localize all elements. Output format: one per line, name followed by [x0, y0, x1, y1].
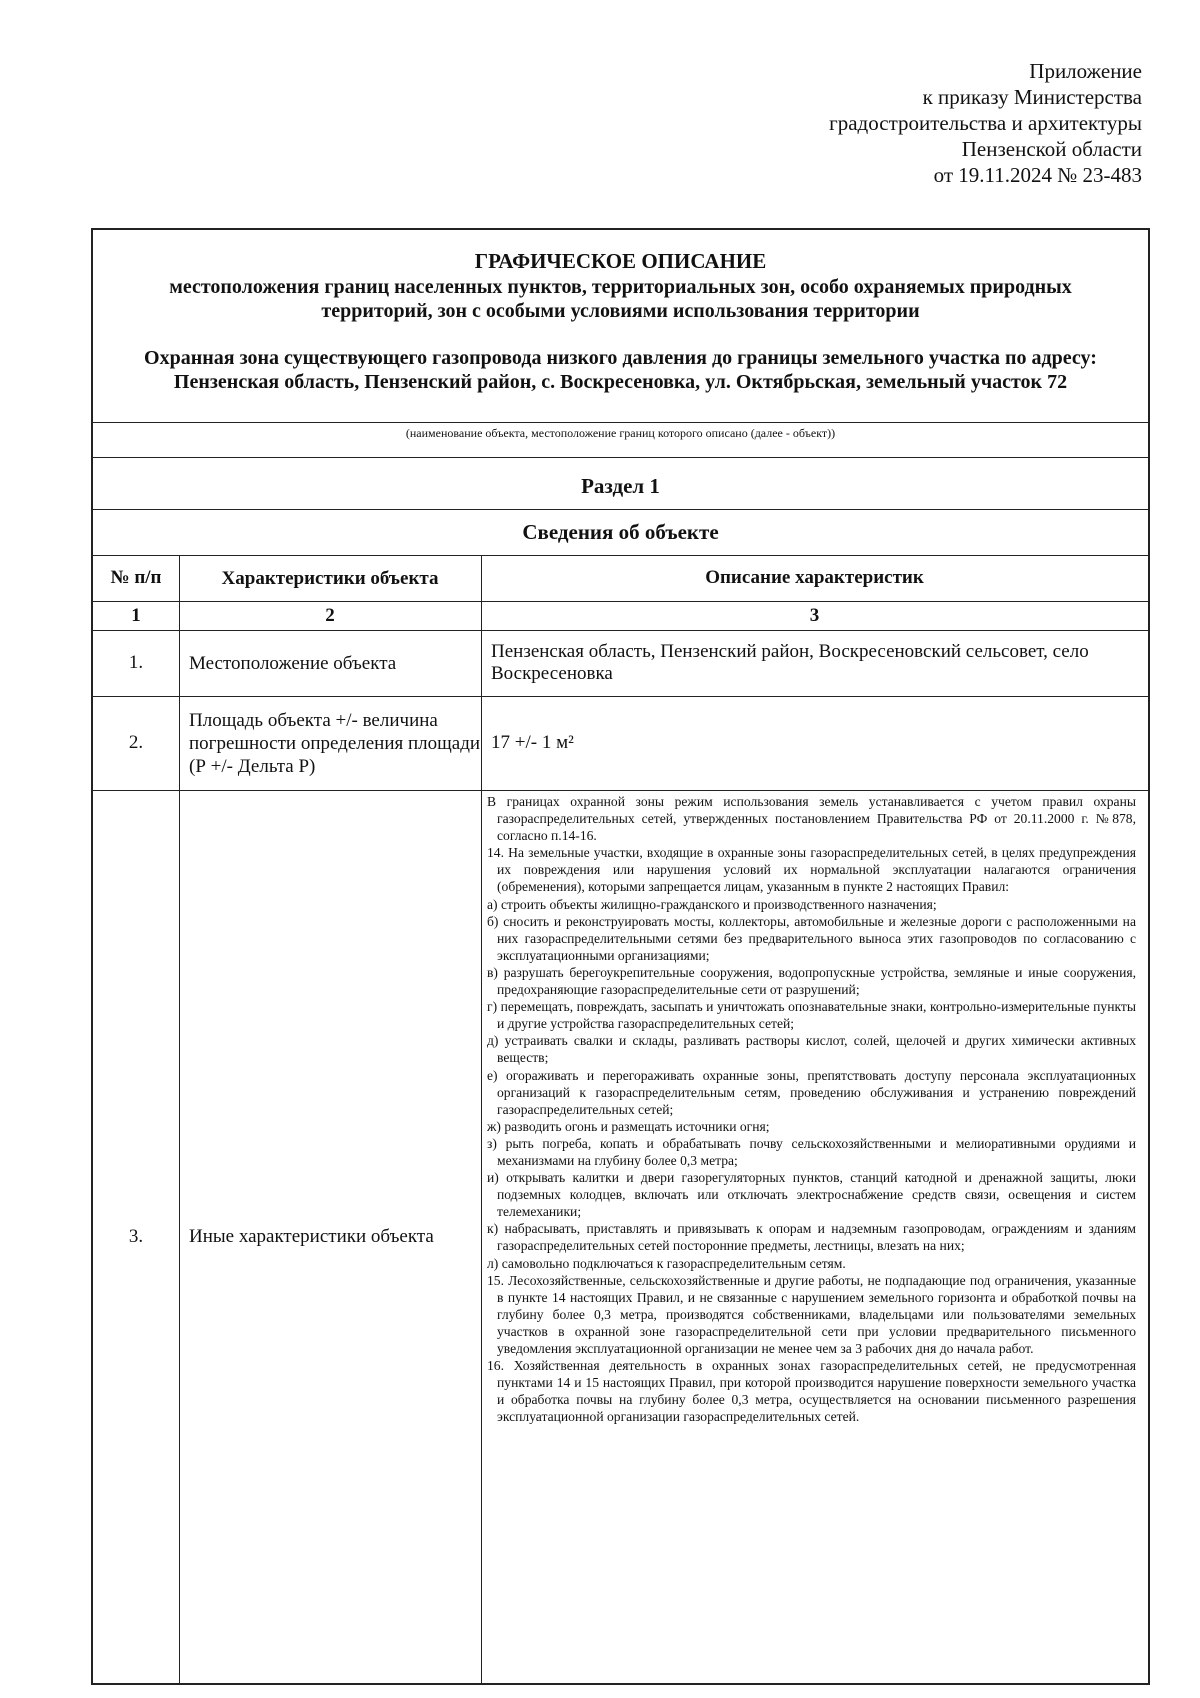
- document-subtitle: местоположения границ населенных пунктов, территориальных зон, особо охраняемых природных территорий, зон с особыми условиями использования территории: [169, 276, 1072, 322]
- divider: [93, 457, 1148, 458]
- rules-text: [481, 793, 1148, 1425]
- row-name-area: Площадь объекта +/- величина погрешности определения площади (Р +/- Дельта Р): [189, 709, 481, 777]
- rules-paragraph: е) огораживать и перегораживать охранные зоны, препятствовать доступу персонала эксплуатационных организаций к газораспределительным сетям, проведению обслуживания и устранению повреждений газораспределительных сетей;: [487, 1067, 1136, 1117]
- col-number: 2: [325, 605, 335, 626]
- header-description: Описание характеристик: [705, 567, 924, 588]
- object-caption: (наименование объекта, местоположение границ которого описано (далее - объект)): [405, 426, 836, 440]
- appendix-line: Пензенской области: [961, 137, 1142, 161]
- row-number: 2.: [128, 732, 144, 753]
- section-subtitle: Сведения об объекте: [522, 520, 719, 544]
- rules-paragraph: к) набрасывать, приставлять и привязывать к опорам и надземным газопроводам, ограждениям и зданиям газораспределительных сетей посторонние предметы, лестницы, влезать на них;: [487, 1221, 1136, 1254]
- rules-paragraph: в) разрушать берегоукрепительные сооружения, водопропускные устройства, земляные и иные сооружения, предохраняющие газораспределительные сети от разрушений;: [487, 964, 1136, 998]
- rules-paragraph: а) строить объекты жилищно-гражданского и производственного назначения;: [487, 896, 937, 912]
- row-number: 1.: [128, 652, 144, 673]
- rules-paragraph: 16. Хозяйственная деятельность в охранных зонах газораспределительных сетей, не предусмотренная пунктами 14 и 15 настоящих Правил, при которой производится нарушение поверхности земельного участка и обработка почвы на глубину более 0,3 метра, осуществляется на основании письменного разрешения эксплуатационной организации газораспределительных сетей.: [487, 1358, 1136, 1425]
- rules-paragraph: з) рыть погреба, копать и обрабатывать почву сельскохозяйственными и мелиоративными орудиями и механизмами на глубину более 0,3 метра;: [487, 1135, 1136, 1168]
- header-characteristic: Характеристики объекта: [221, 567, 439, 589]
- rules-paragraph: 14. На земельные участки, входящие в охранные зоны газораспределительных сетей, в целях предупреждения их повреждения или нарушения условий их нормальной эксплуатации налагаются ограничения (обременения), которыми запрещается лицам, указанным в пункте 2 настоящих Правил:: [487, 845, 1136, 895]
- rules-paragraph: л) самовольно подключаться к газораспределительным сетям.: [487, 1255, 846, 1271]
- header-num: № п/п: [110, 567, 162, 588]
- rules-paragraph: ж) разводить огонь и размещать источники огня;: [487, 1118, 770, 1134]
- appendix-line: Приложение: [1029, 59, 1142, 83]
- object-name: Охранная зона существующего газопровода низкого давления до границы земельного участка по адресу: Пензенская область, Пензенский район, с. Воскресеновка, ул. Октябрьская, земельный участок 72: [144, 347, 1097, 393]
- row-value-location: Пензенская область, Пензенский район, Воскресеновский сельсовет, село Воскресеновка: [491, 641, 1089, 684]
- row-value-area: 17 +/- 1 м²: [491, 732, 574, 753]
- col-number: 1: [131, 604, 141, 626]
- rules-paragraph: В границах охранной зоны режим использования земель устанавливается с учетом правил охраны газораспределительных сетей, утвержденных постановлением Правительства РФ от 20.11.2000 г. №878, согласно п.14-16.: [487, 794, 1136, 844]
- document-title: ГРАФИЧЕСКОЕ ОПИСАНИЕ: [474, 249, 767, 273]
- appendix-line: к приказу Министерства: [922, 85, 1142, 109]
- appendix-date-number: от 19.11.2024 № 23-483: [933, 163, 1142, 187]
- rules-paragraph: и) открывать калитки и двери газорегуляторных пунктов, станций катодной и дренажной защиты, люки подземных колодцев, включать или отключать электроснабжение средств связи, освещения и систем телемеханики;: [487, 1170, 1136, 1220]
- row-number: 3.: [128, 1225, 144, 1247]
- description-table: [91, 228, 1150, 1685]
- rules-paragraph: г) перемещать, повреждать, засыпать и уничтожать опознавательные знаки, контрольно-измерительные пункты и другие устройства газораспределительных сетей;: [487, 999, 1136, 1032]
- rules-paragraph: 15. Лесохозяйственные, сельскохозяйственные и другие работы, не подпадающие под ограничения, указанные в пункте 14 настоящих Правил, и не связанные с нарушением земельного горизонта и обработкой почвы на глубину более 0,3 метра, производятся собственниками, владельцами или пользователями земельных участков в охранной зоне газораспределительной сети при условии предварительного письменного уведомления эксплуатационной организации не менее чем за 3 рабочих дня до начала работ.: [487, 1272, 1136, 1356]
- rules-paragraph: б) сносить и реконструировать мосты, коллекторы, автомобильные и железные дороги с расположенными на них газораспределительными сетями без предварительного выноса этих газопроводов по согласованию с эксплуатационными организациями;: [487, 913, 1136, 963]
- appendix-line: градостроительства и архитектуры: [829, 111, 1142, 135]
- col-number: 3: [809, 604, 820, 626]
- row-name-other: Иные характеристики объекта: [189, 1226, 434, 1247]
- section-title: Раздел 1: [581, 474, 660, 498]
- rules-paragraph: д) устраивать свалки и склады, разливать растворы кислот, солей, щелочей и других химически активных веществ;: [487, 1033, 1136, 1066]
- appendix-block: [829, 58, 1142, 188]
- row-name-location: Местоположение объекта: [189, 652, 397, 674]
- divider: [93, 422, 1148, 423]
